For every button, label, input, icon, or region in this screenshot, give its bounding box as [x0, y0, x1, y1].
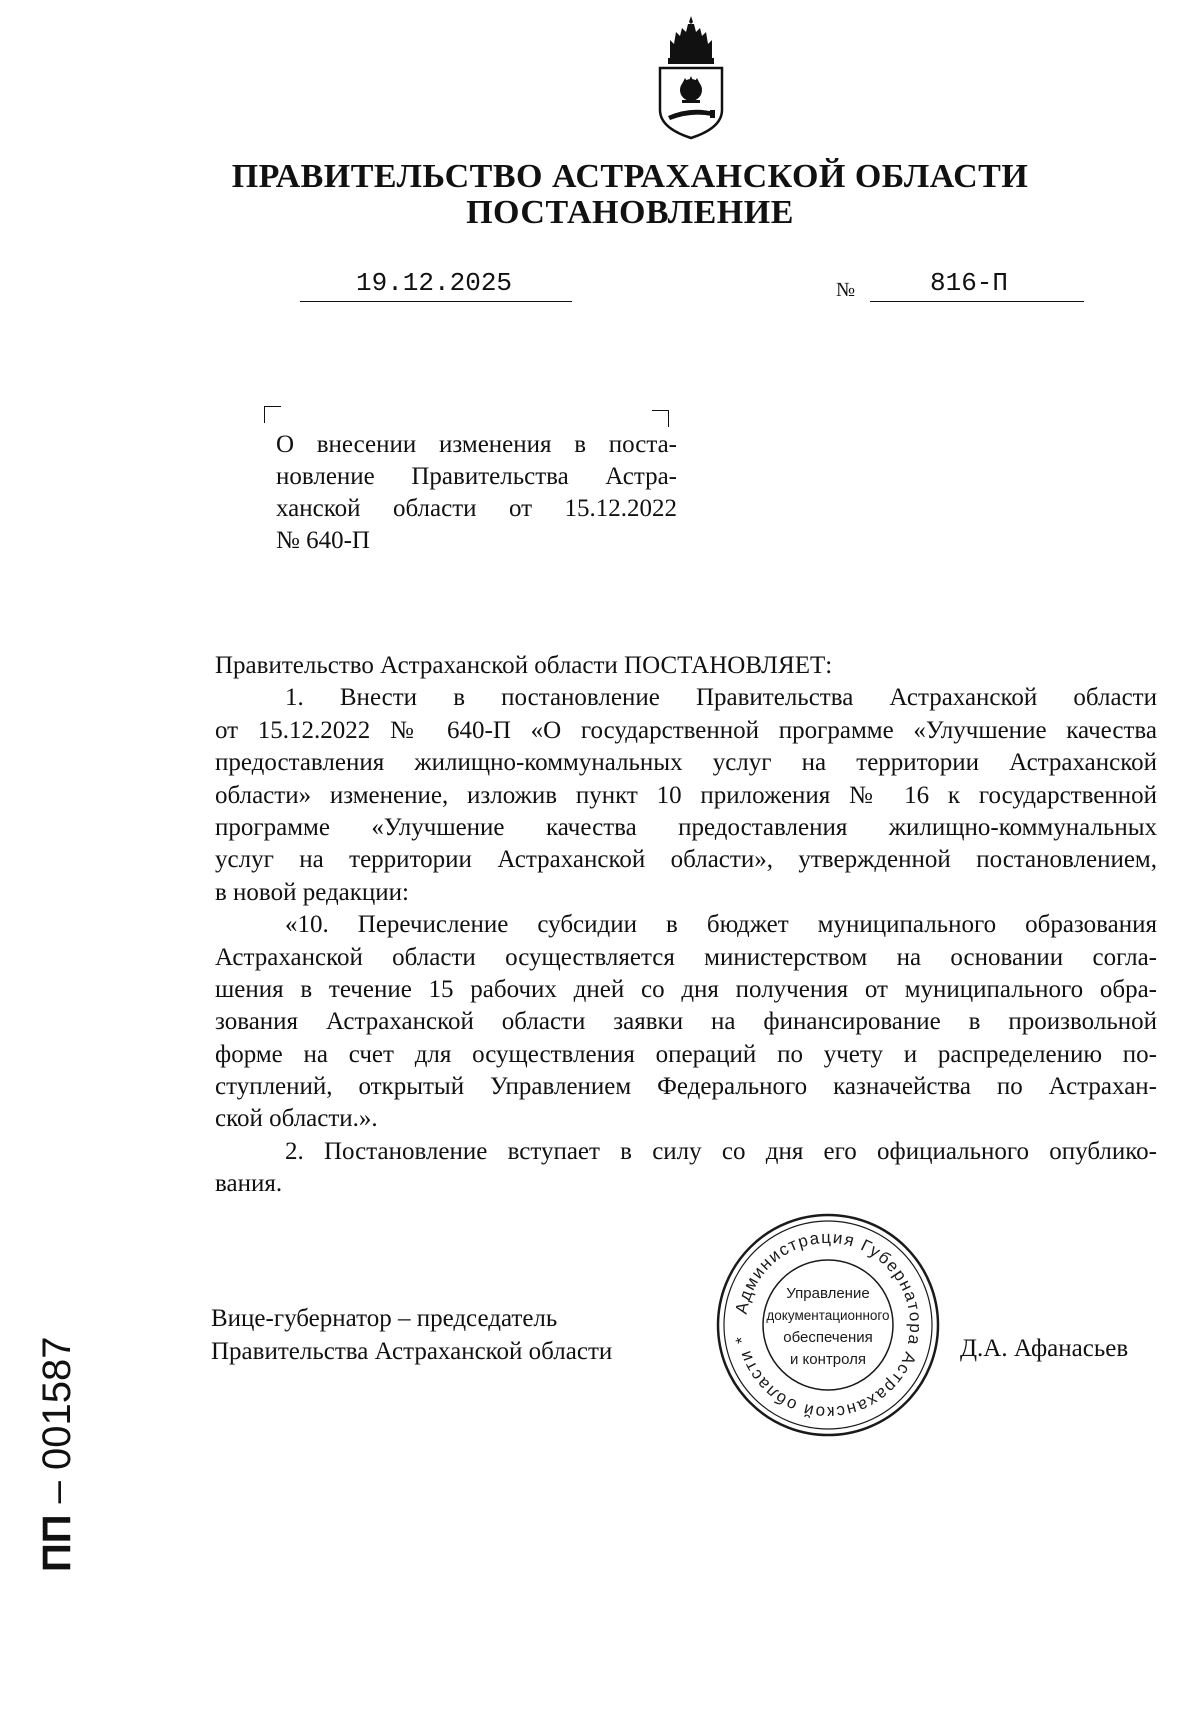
signatory-position-line: Вице-губернатор – председатель: [211, 1305, 558, 1332]
subject-bracket-left: [264, 406, 281, 423]
body-line: в новой редакции:: [215, 878, 410, 906]
seal-inner-line: документационного: [766, 1308, 890, 1323]
signatory-position: [211, 1302, 612, 1368]
subject-line: ханской области от 15.12.2022: [276, 495, 677, 522]
document-number: 816-П: [930, 268, 1009, 298]
serial-number: 001587: [35, 1336, 79, 1470]
subject-line: № 640-П: [276, 527, 370, 554]
body-line: программе «Улучшение качества предоставления жилищно-коммунальных: [215, 813, 1157, 841]
seal-ring-word: области: [735, 1347, 800, 1416]
body-line: зования Астраханской области заявки на финансирование в произвольной: [215, 1008, 1157, 1036]
document-type-title: ПОСТАНОВЛЕНИЕ: [466, 194, 794, 231]
seal-inner-line: обеспечения: [783, 1329, 873, 1346]
margin-serial-number: [30, 1336, 84, 1572]
serial-prefix: ПП: [35, 1514, 79, 1572]
seal-inner-line: Управление: [786, 1285, 870, 1302]
body-line: предоставления жилищно-коммунальных услуг на территории Астраханской: [215, 749, 1157, 777]
body-line: шения в течение 15 рабочих дней со дня получения от муниципального обра-: [215, 975, 1157, 1003]
body-line: вания.: [215, 1170, 283, 1198]
seal-ring-star: *: [731, 1333, 752, 1345]
body-line: от 15.12.2022 № 640-П «О государственной программе «Улучшение качества: [215, 716, 1157, 744]
document-body: [215, 650, 1157, 1201]
signatory-name: Д.А. Афанасьев: [960, 1335, 1129, 1362]
body-line: «10. Перечисление субсидии в бюджет муниципального образования: [285, 911, 1157, 939]
subject-line: О внесении изменения в поста-: [276, 431, 677, 458]
body-line: Астраханской области осуществляется министерством на основании согла-: [215, 943, 1157, 971]
government-title: ПРАВИТЕЛЬСТВО АСТРАХАНСКОЙ ОБЛАСТИ: [231, 158, 1029, 195]
seal-ring-word: Администрация: [731, 1227, 858, 1316]
body-line: Правительство Астраханской области ПОСТАНОВЛЯЕТ:: [215, 652, 833, 679]
number-field: [870, 268, 1084, 302]
coat-of-arms-icon: [654, 14, 728, 142]
body-line: 2. Постановление вступает в силу со дня его официального опублико-: [285, 1137, 1157, 1165]
body-line: области» изменение, изложив пункт 10 приложения № 16 к государственной: [215, 781, 1157, 809]
body-line: форме на счет для осуществления операций по учету и распределению по-: [215, 1040, 1157, 1068]
subject-bracket-right: [652, 410, 669, 427]
signatory-position-line: Правительства Астраханской области: [211, 1338, 613, 1365]
serial-dash: –: [35, 1481, 79, 1504]
number-label: №: [836, 279, 856, 301]
body-line: ступлений, открытый Управлением Федерального казначейства по Астрахан-: [215, 1073, 1157, 1101]
body-line: 1. Внести в постановление Правительства Астраханской области: [285, 684, 1157, 712]
body-line: ской области.».: [215, 1105, 378, 1133]
document-subject: [276, 429, 677, 557]
svg-text:Администрация: [732, 1228, 926, 1422]
document-date: 19.12.2025: [356, 268, 513, 298]
body-line: услуг на территории Астраханской области», утвержденной постановлением,: [215, 846, 1157, 874]
official-seal-icon: [713, 1210, 943, 1440]
seal-ring-word: Губернатора: [857, 1235, 926, 1348]
seal-inner-line: и контроля: [789, 1351, 867, 1368]
seal-ring-word: Астраханской: [800, 1349, 920, 1423]
subject-line: новление Правительства Астра-: [276, 463, 677, 490]
date-field: [300, 268, 572, 302]
